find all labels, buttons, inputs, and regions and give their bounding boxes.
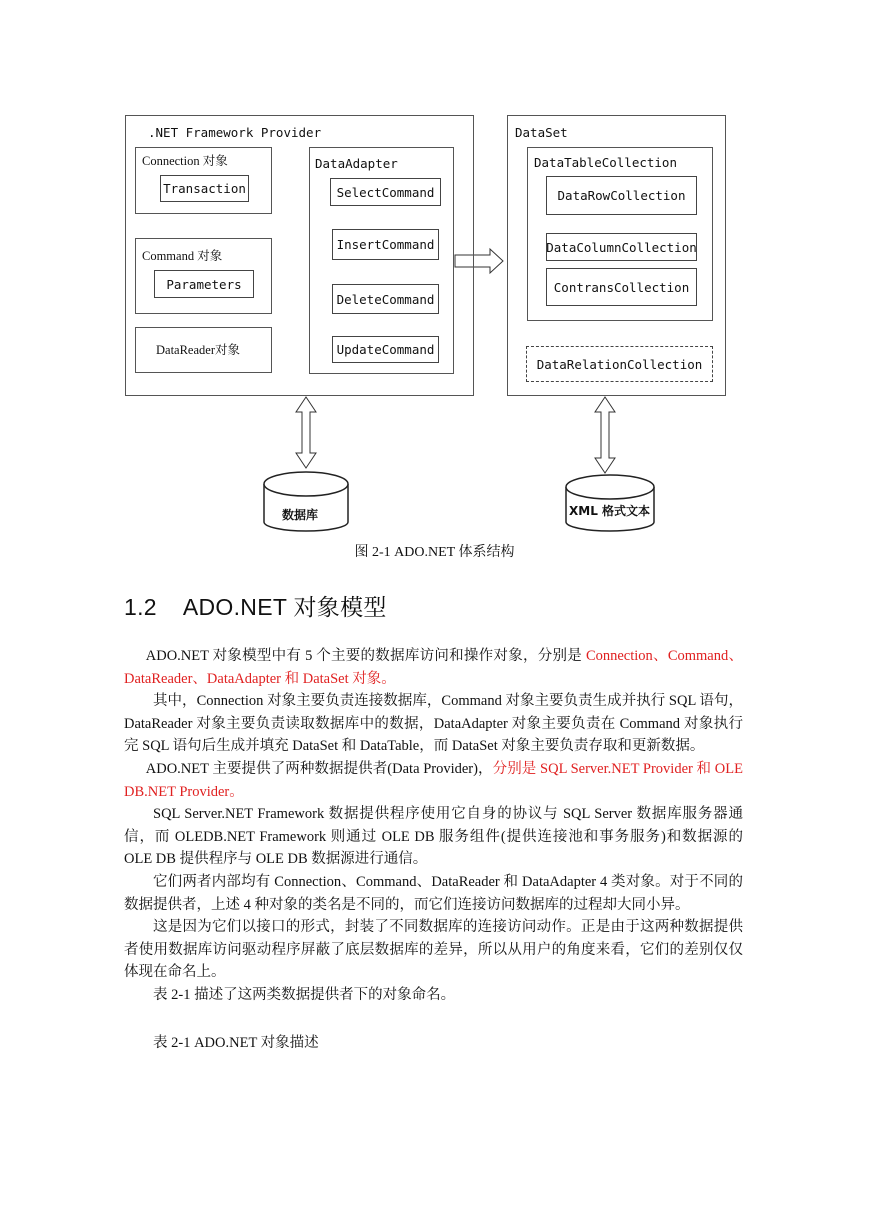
paragraph-7: 表 2-1 描述了这两类数据提供者下的对象命名。 xyxy=(153,986,456,1003)
architecture-figure xyxy=(0,0,869,540)
paragraph-3 xyxy=(124,758,743,803)
datareader-object-title: DataReader对象 xyxy=(156,343,240,357)
datarow-collection-box: DataRowCollection xyxy=(546,176,697,215)
provider-database-double-arrow xyxy=(296,397,316,468)
figure-caption: 图 2-1 ADO.NET 体系结构 xyxy=(354,545,515,560)
database-cylinder xyxy=(264,472,348,531)
paragraph-1 xyxy=(124,645,743,690)
datacolumn-collection-box: DataColumnCollection xyxy=(546,233,697,261)
paragraph-5: 它们两者内部均有 Connection、Command、DataReader 和 DataAdapter 4 类对象。对于不同的数据提供者，上述 4 种对象的类名是不同的，而它们连接访问数据库的过程却大同小异。 xyxy=(124,873,743,913)
paragraph-1-highlight: Connection、Command、DataReader、DataAdapter 和 DataSet 对象。 xyxy=(124,648,744,687)
xml-text-label: XML 格式文本 xyxy=(569,504,651,518)
dataset-xml-double-arrow xyxy=(595,397,615,473)
section-number: 1.2 xyxy=(124,594,157,620)
paragraph-2: 其中，Connection 对象主要负责连接数据库，Command 对象主要负责生成并执行 SQL 语句，DataReader 对象主要负责读取数据库中的数据，DataAdapter 对象主要负责在 Command 对象执行完 SQL 语句后生成并填充 DataSet 和 DataTable，而 DataSet 对象主要负责存取和更新数据。 xyxy=(124,693,743,755)
provider-title: .NET Framework Provider xyxy=(148,125,322,140)
dataadapter-title: DataAdapter xyxy=(315,156,398,171)
paragraph-3-text: ADO.NET 主要提供了两种数据提供者(Data Provider)， xyxy=(145,760,493,777)
database-label: 数据库 xyxy=(282,508,319,522)
update-command-box: UpdateCommand xyxy=(332,336,439,363)
xml-cylinder xyxy=(566,475,654,531)
section-title: ADO.NET 对象模型 xyxy=(182,594,387,620)
transaction-box: Transaction xyxy=(160,175,249,202)
select-command-box: SelectCommand xyxy=(330,178,441,206)
datatable-collection-title: DataTableCollection xyxy=(534,155,677,170)
command-object-title: Command 对象 xyxy=(142,249,223,263)
paragraph-3-highlight: 分别是 SQL Server.NET Provider 和 OLE DB.NET Provider。 xyxy=(124,760,743,800)
datarelation-collection-box: DataRelationCollection xyxy=(526,346,713,382)
dataset-title: DataSet xyxy=(515,125,568,140)
contrans-collection-box: ContransCollection xyxy=(546,268,697,306)
connection-object-title: Connection 对象 xyxy=(142,154,228,168)
table-title: 表 2-1 ADO.NET 对象描述 xyxy=(153,1035,319,1051)
paragraph-4: SQL Server.NET Framework 数据提供程序使用它自身的协议与 SQL Server 数据库服务器通信，而 OLEDB.NET Framework 则通过 OLE DB 服务组件(提供连接池和事务服务)和数据源的 OLE DB 提供程序与 OLE DB 数据源进行通信。 xyxy=(124,806,743,868)
delete-command-box: DeleteCommand xyxy=(332,284,439,314)
section-body xyxy=(124,645,743,1007)
parameters-box: Parameters xyxy=(154,270,254,298)
insert-command-box: InsertCommand xyxy=(332,229,439,260)
section-heading xyxy=(124,589,387,622)
paragraph-6: 这是因为它们以接口的形式，封装了不同数据库的连接访问动作。正是由于这两种数据提供者使用数据库访问驱动程序屏蔽了底层数据库的差异，所以从用户的角度来看，它们的差别仅仅体现在命名上。 xyxy=(124,919,743,981)
paragraph-1-text: ADO.NET 对象模型中有 5 个主要的数据库访问和操作对象，分别是 xyxy=(145,648,586,664)
